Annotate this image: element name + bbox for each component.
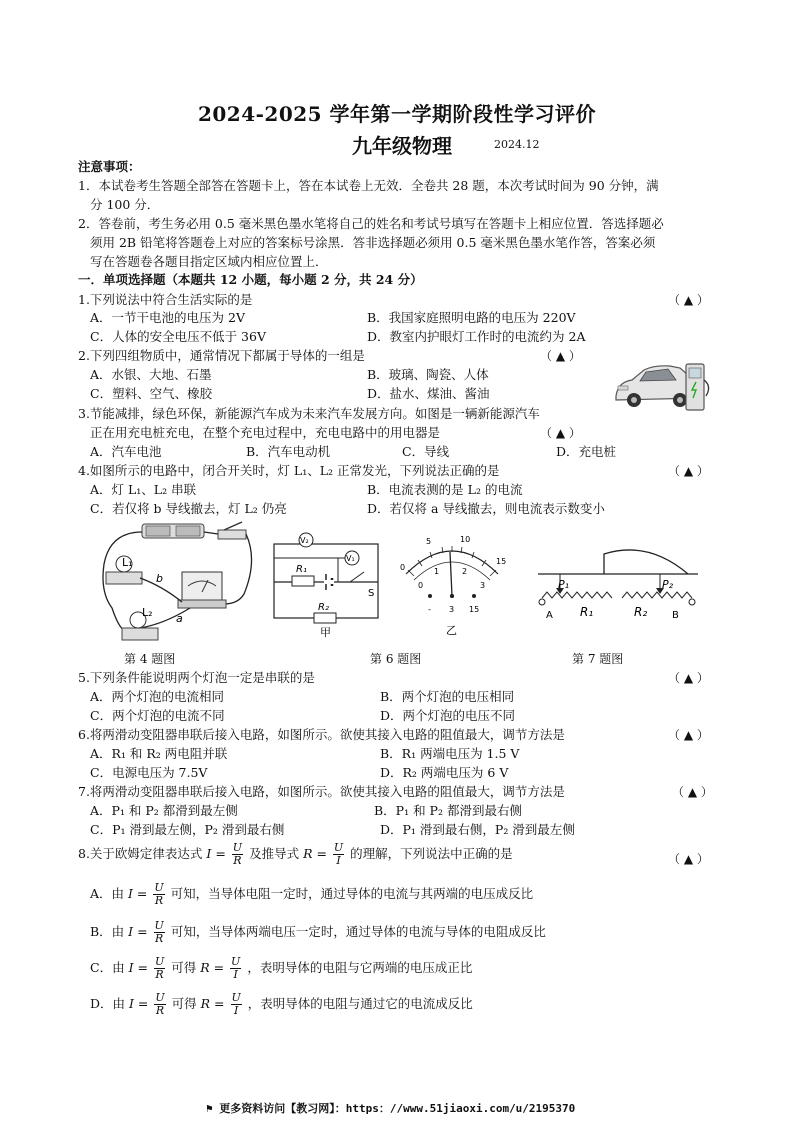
q8-ohm-lhs: I = — [206, 846, 226, 861]
q6-option-a: A．R₁ 和 R₂ 两电阻并联 — [90, 746, 228, 761]
q4-option-b: B．电流表测的是 L₂ 的电流 — [367, 482, 523, 497]
q8-d-lhs: I = — [129, 996, 149, 1011]
numerator: U — [154, 881, 164, 894]
note-2-line-2: 须用 2B 铅笔将答题卷上对应的答案标号涂黑．答非选择题必须用 0.5 毫米黑色墨水笔作答，答案必须 — [90, 235, 656, 250]
notes-heading: 注意事项： — [78, 159, 141, 174]
ev-charging-illustration — [610, 356, 714, 416]
note-1-line-1: 1．本试卷考生答题全部答在答题卡上，答在本试卷上无效．全卷共 28 题，本次考试时间为 90 分钟，满 — [78, 178, 659, 193]
dial-top-5: 5 — [426, 537, 432, 546]
q3-answer-slot: （ ▲ ） — [540, 426, 581, 440]
dial-mid-15: 15 — [469, 605, 480, 614]
q8-d-fraction-2 — [231, 992, 242, 1017]
q8-derived-lhs: R = — [303, 846, 327, 861]
q5-option-d: D．两个灯泡的电压不同 — [380, 708, 516, 723]
numerator: U — [154, 955, 165, 968]
q7-stem: 7.将两滑动变阻器串联后接入电路，如图所示。欲使其接入电路的阻值最大，调节方法是 — [78, 784, 565, 799]
q8-option-c — [90, 956, 472, 981]
q8-d-mid: 可得 — [171, 996, 197, 1011]
q8-stem-prefix: 8.关于欧姆定律表达式 — [78, 846, 203, 861]
q3-option-c: C．导线 — [402, 444, 450, 459]
footer-resource-link[interactable]: ⚑ 更多资料访问【教习网】：https：//www.51jiaoxi.com/u/2195370 — [206, 1102, 576, 1115]
q8-c-fraction-1 — [154, 956, 165, 981]
q6-option-b: B．R₁ 两端电压为 1.5 V — [380, 746, 520, 761]
q8-option-a — [90, 882, 533, 907]
q8-option-d — [90, 992, 473, 1017]
q4-answer-slot: （ ▲ ） — [668, 464, 709, 478]
denominator: R — [155, 968, 164, 981]
note-2-line-1: 2．答卷前，考生务必用 0.5 毫米黑色墨水笔将自己的姓名和考试号填写在答题卡上相应位置．答选择题必 — [78, 216, 664, 231]
q7-label-r2: R₂ — [634, 605, 648, 619]
q8-c-lhs: I = — [128, 960, 148, 975]
q6-label-v1: V₁ — [346, 554, 355, 563]
q4-label-b: b — [156, 572, 163, 585]
q8-a-fraction — [153, 882, 164, 907]
note-2-line-3: 写在答题卷各题目指定区域内相应位置上． — [90, 254, 328, 269]
caption-fig-4: 第 4 题图 — [124, 652, 176, 666]
note-1-line-2: 分 100 分． — [90, 197, 160, 212]
q3-stem-line-2: 正在用充电桩充电，在整个充电过程中，充电电路中的用电器是 — [90, 425, 441, 440]
exam-date: 2024.12 — [494, 138, 540, 151]
q8-c-fraction-2 — [230, 956, 241, 981]
q6-label-r2: R₂ — [318, 602, 329, 613]
denominator: I — [233, 1004, 239, 1017]
q6-option-d: D．R₂ 两端电压为 6 V — [380, 765, 509, 780]
q5-stem: 5.下列条件能说明两个灯泡一定是串联的是 — [78, 670, 315, 685]
section-heading: 一．单项选择题（本题共 12 小题，每小题 2 分，共 24 分） — [78, 272, 423, 287]
dial-mid-3: 3 — [449, 605, 455, 614]
q6-dial-figure — [396, 530, 508, 642]
q3-option-d: D．充电桩 — [556, 444, 617, 459]
dial-top-0: 0 — [400, 563, 406, 572]
q6-label-v2: V₂ — [300, 536, 309, 545]
dial-needle — [450, 552, 452, 596]
q1-stem: 1.下列说法中符合生活实际的是 — [78, 292, 253, 307]
q7-label-r1: R₁ — [580, 605, 594, 619]
q2-option-b: B．玻璃、陶瓷、人体 — [367, 367, 489, 382]
dial-bottom-1: 1 — [434, 567, 440, 576]
q2-option-d: D．盐水、煤油、酱油 — [367, 386, 490, 401]
q2-answer-slot: （ ▲ ） — [540, 349, 581, 363]
q8-c-rhs: R = — [200, 960, 225, 975]
q5-option-b: B．两个灯泡的电压相同 — [380, 689, 515, 704]
q1-option-c: C．人体的安全电压不低于 36V — [90, 329, 266, 344]
q8-stem-and: 及推导式 — [249, 846, 300, 861]
q1-option-a: A．一节干电池的电压为 2V — [90, 310, 245, 325]
exam-subject: 九年级物理 — [352, 134, 452, 158]
q8-a-lhs: I = — [128, 886, 148, 901]
q8-a-prefix: A．由 — [90, 886, 125, 901]
dial-bottom-3: 3 — [480, 581, 486, 590]
q8-c-text: ，表明导体的电阻与它两端的电压成正比 — [247, 960, 473, 975]
q7-label-p2: P₂ — [662, 578, 674, 591]
q1-option-d: D．教室内护眼灯工作时的电流约为 2A — [367, 329, 586, 344]
q7-option-d: D．P₁ 滑到最右侧，P₂ 滑到最左侧 — [380, 822, 575, 837]
q7-label-p1: P₁ — [558, 578, 570, 591]
caption-fig-7: 第 7 题图 — [572, 652, 624, 666]
q6-label-yi: 乙 — [446, 624, 457, 637]
numerator: U — [155, 991, 165, 1004]
q4-option-a: A．灯 L₁、L₂ 串联 — [90, 482, 197, 497]
q8-d-fraction-1 — [154, 992, 165, 1017]
q8-b-prefix: B．由 — [90, 924, 125, 939]
q3-option-a: A．汽车电池 — [90, 444, 162, 459]
numerator: U — [154, 919, 164, 932]
q8-option-b — [90, 920, 546, 945]
q5-option-c: C．两个灯泡的电流不同 — [90, 708, 225, 723]
q6-label-jia: 甲 — [320, 626, 331, 639]
q8-d-rhs: R = — [200, 996, 225, 1011]
numerator: U — [231, 991, 241, 1004]
q8-stem-suffix: 的理解，下列说法中正确的是 — [350, 846, 513, 861]
q6-label-r1: R₁ — [296, 564, 307, 575]
q5-option-a: A．两个灯泡的电流相同 — [90, 689, 225, 704]
q4-label-l2: L₂ — [142, 606, 153, 619]
q6-answer-slot: （ ▲ ） — [668, 728, 709, 742]
q6-stem: 6.将两滑动变阻器串联后接入电路，如图所示。欲使其接入电路的阻值最大，调节方法是 — [78, 727, 565, 742]
denominator: I — [233, 968, 238, 981]
numerator: U — [232, 841, 243, 854]
denominator: R — [233, 854, 242, 867]
numerator: U — [333, 841, 344, 854]
q4-circuit-figure — [92, 520, 262, 648]
q7-option-a: A．P₁ 和 P₂ 都滑到最左侧 — [90, 803, 238, 818]
q8-c-prefix: C．由 — [90, 960, 125, 975]
q7-option-c: C．P₁ 滑到最左侧，P₂ 滑到最右侧 — [90, 822, 285, 837]
q6-circuit-figure — [268, 526, 384, 640]
q1-answer-slot: （ ▲ ） — [668, 293, 709, 307]
q4-option-c: C．若仅将 b 导线撤去，灯 L₂ 仍亮 — [90, 501, 287, 516]
q4-option-d: D．若仅将 a 导线撤去，则电流表示数变小 — [367, 501, 605, 516]
q4-label-a: a — [176, 612, 183, 625]
q8-b-text: 可知，当导体两端电压一定时，通过导体的电流与导体的电阻成反比 — [170, 924, 546, 939]
q8-fraction-u-over-r — [232, 842, 243, 867]
q3-stem-line-1: 3.节能减排，绿色环保，新能源汽车成为未来汽车发展方向。如图是一辆新能源汽车 — [78, 406, 540, 421]
q6-option-c: C．电源电压为 7.5V — [90, 765, 208, 780]
q4-stem: 4.如图所示的电路中，闭合开关时，灯 L₁、L₂ 正常发光，下列说法正确的是 — [78, 463, 500, 478]
q8-b-fraction — [154, 920, 165, 945]
q2-option-a: A．水银、大地、石墨 — [90, 367, 212, 382]
denominator: R — [154, 894, 164, 907]
q8-a-text: 可知，当导体电阻一定时，通过导体的电流与其两端的电压成反比 — [170, 886, 534, 901]
q2-stem: 2.下列四组物质中，通常情况下都属于导体的一组是 — [78, 348, 365, 363]
q5-answer-slot: （ ▲ ） — [668, 671, 709, 685]
q7-terminal-a: A — [546, 610, 553, 621]
q8-d-text: ，表明导体的电阻与通过它的电流成反比 — [247, 996, 473, 1011]
q3-option-b: B．汽车电动机 — [246, 444, 331, 459]
q6-label-s: S — [368, 588, 375, 599]
denominator: I — [336, 854, 341, 867]
denominator: R — [155, 932, 164, 945]
q8-fraction-u-over-i — [333, 842, 344, 867]
denominator: R — [155, 1004, 165, 1017]
q8-answer-slot: （ ▲ ） — [668, 852, 709, 866]
q7-rheostat-figure — [528, 540, 704, 632]
dial-top-10: 10 — [460, 535, 471, 544]
q4-label-l1: L₁ — [122, 556, 133, 569]
dial-minus: - — [428, 605, 431, 614]
q1-option-b: B．我国家庭照明电路的电压为 220V — [367, 310, 576, 325]
dial-bottom-0: 0 — [418, 581, 424, 590]
q7-option-b: B．P₁ 和 P₂ 都滑到最右侧 — [374, 803, 522, 818]
q8-d-prefix: D．由 — [90, 996, 126, 1011]
q8-stem — [78, 842, 513, 867]
dial-top-15: 15 — [496, 557, 507, 566]
q7-terminal-b: B — [672, 610, 679, 621]
q8-b-lhs: I = — [128, 924, 148, 939]
numerator: U — [231, 955, 241, 968]
q2-option-c: C．塑料、空气、橡胶 — [90, 386, 213, 401]
caption-fig-6: 第 6 题图 — [370, 652, 422, 666]
q8-c-mid: 可得 — [171, 960, 197, 975]
dial-bottom-2: 2 — [462, 567, 468, 576]
page-title: 2024-2025 学年第一学期阶段性学习评价 — [197, 102, 597, 126]
q7-answer-slot: （ ▲ ） — [672, 785, 713, 799]
